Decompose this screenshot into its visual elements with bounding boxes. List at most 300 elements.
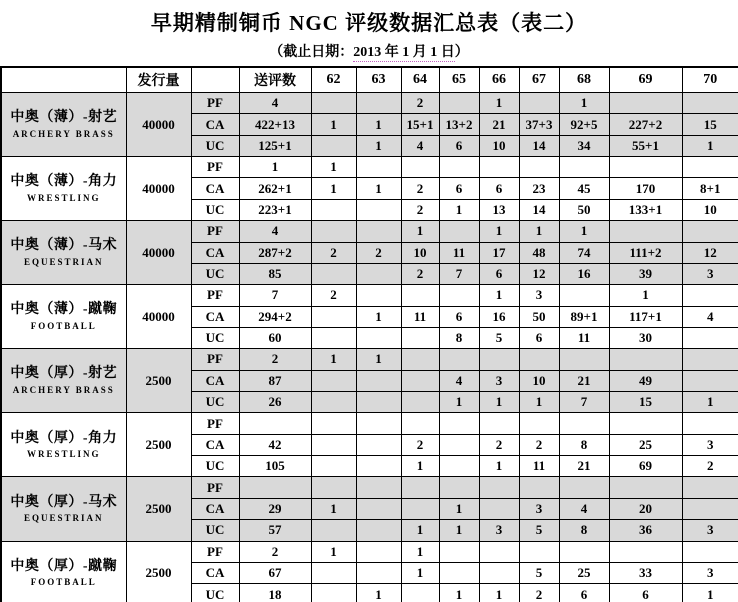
grade-label: UC [191,199,239,220]
grade-count-cell [356,285,401,306]
grade-count-cell: 20 [609,498,682,519]
coin-name-chinese: 中奥（厚）-射艺 [10,366,118,382]
grade-count-cell: 15 [682,114,738,135]
grade-count-cell [311,221,356,242]
grade-count-cell: 1 [356,349,401,370]
grade-count-cell: 1 [401,520,439,541]
grade-count-cell: 36 [609,520,682,541]
grade-count-cell: 1 [311,349,356,370]
grade-count-cell: 4 [559,498,609,519]
grade-count-cell [519,477,559,498]
grade-count-cell [609,477,682,498]
grade-count-cell: 1 [311,541,356,562]
grading-summary-table [0,66,738,602]
grade-count-cell: 8 [559,520,609,541]
table-row [1,541,738,562]
header-row [1,67,738,93]
grade-count-cell: 1 [439,498,479,519]
subtitle-prefix: （截止日期： [269,45,354,60]
grade-count-cell: 2 [401,434,439,455]
grade-count-cell [682,157,738,178]
grade-count-cell: 16 [559,263,609,284]
grade-count-cell: 3 [479,370,519,391]
grade-count-cell: 14 [519,135,559,156]
grade-count-cell [356,413,401,434]
grade-label: CA [191,306,239,327]
grade-count-cell: 1 [356,114,401,135]
grade-count-cell [356,562,401,583]
grade-count-cell [479,541,519,562]
grade-count-cell: 1 [439,520,479,541]
grade-label: PF [191,541,239,562]
grade-count-cell [682,93,738,114]
table-header [1,67,738,93]
coin-name-chinese: 中奥（薄）-射艺 [10,110,118,126]
grade-label: UC [191,327,239,348]
grade-count-cell [356,541,401,562]
coin-name-cell [1,541,126,602]
grade-count-cell [311,199,356,220]
header-name-column [1,67,126,93]
grade-count-cell: 45 [559,178,609,199]
grade-count-cell: 39 [609,263,682,284]
grade-count-cell [311,263,356,284]
grade-count-cell: 1 [479,456,519,477]
grade-count-cell: 23 [519,178,559,199]
header-submitted: 送评数 [239,67,311,93]
submitted-count-cell: 4 [239,93,311,114]
submitted-count-cell: 67 [239,562,311,583]
grade-count-cell: 1 [479,392,519,413]
grade-count-cell [439,434,479,455]
grade-count-cell: 11 [439,242,479,263]
grade-count-cell [356,199,401,220]
grade-count-cell: 2 [519,434,559,455]
grade-label: UC [191,584,239,602]
grade-count-cell: 3 [479,520,519,541]
header-grade-69: 69 [609,67,682,93]
grade-count-cell: 14 [519,199,559,220]
grade-count-cell: 7 [439,263,479,284]
grade-count-cell: 6 [479,263,519,284]
grade-count-cell: 1 [356,306,401,327]
grade-count-cell [519,93,559,114]
grade-count-cell [519,413,559,434]
grade-count-cell: 1 [519,392,559,413]
grade-count-cell [356,520,401,541]
grade-count-cell [609,541,682,562]
grade-count-cell: 6 [559,584,609,602]
grade-count-cell [311,327,356,348]
submitted-count-cell: 105 [239,456,311,477]
grade-count-cell [439,541,479,562]
grade-count-cell: 6 [439,306,479,327]
grade-count-cell: 10 [479,135,519,156]
coin-name-chinese: 中奥（薄）-蹴鞠 [10,302,118,318]
grade-count-cell [356,456,401,477]
submitted-count-cell: 60 [239,327,311,348]
grade-count-cell [311,477,356,498]
grade-count-cell [559,157,609,178]
grade-count-cell: 8 [559,434,609,455]
submitted-count-cell: 422+13 [239,114,311,135]
coin-name-cell [1,285,126,349]
grade-count-cell: 89+1 [559,306,609,327]
grade-label: CA [191,370,239,391]
coin-name-cell [1,413,126,477]
grade-count-cell: 11 [401,306,439,327]
grade-count-cell: 1 [682,584,738,602]
grade-count-cell: 30 [609,327,682,348]
header-grade-68: 68 [559,67,609,93]
grade-count-cell: 49 [609,370,682,391]
grade-count-cell: 37+3 [519,114,559,135]
grade-count-cell: 6 [439,178,479,199]
grade-label: PF [191,93,239,114]
grade-count-cell: 6 [439,135,479,156]
coin-name-chinese: 中奥（厚）-马术 [10,494,118,510]
page-subtitle [0,41,738,61]
grade-count-cell: 34 [559,135,609,156]
grade-count-cell: 227+2 [609,114,682,135]
grade-count-cell [519,541,559,562]
grade-count-cell: 3 [682,263,738,284]
submitted-count-cell: 57 [239,520,311,541]
grade-count-cell [311,434,356,455]
grade-label: CA [191,242,239,263]
grade-count-cell [479,562,519,583]
grade-count-cell: 1 [559,93,609,114]
grade-count-cell [682,349,738,370]
grade-count-cell: 1 [356,178,401,199]
grade-count-cell [311,562,356,583]
grade-count-cell: 4 [401,135,439,156]
grade-count-cell: 12 [682,242,738,263]
grade-label: UC [191,392,239,413]
grade-count-cell: 2 [311,285,356,306]
grade-count-cell: 2 [401,199,439,220]
grade-count-cell [609,221,682,242]
mintage-cell: 40000 [126,221,191,285]
grade-count-cell: 1 [356,584,401,602]
grade-count-cell: 33 [609,562,682,583]
grade-count-cell: 1 [401,456,439,477]
coin-name-english: WRESTLING [26,449,101,460]
grade-count-cell: 1 [401,541,439,562]
grade-count-cell: 10 [519,370,559,391]
grade-count-cell [682,221,738,242]
grade-count-cell [682,413,738,434]
grade-count-cell [682,285,738,306]
grade-count-cell [311,135,356,156]
grade-count-cell: 8 [439,327,479,348]
coin-name-english: EQUESTRIAN [23,513,104,524]
grade-count-cell: 7 [559,392,609,413]
mintage-cell: 2500 [126,541,191,602]
grade-count-cell: 50 [559,199,609,220]
grade-count-cell [401,285,439,306]
grade-count-cell [356,263,401,284]
grade-label: UC [191,456,239,477]
grade-count-cell: 74 [559,242,609,263]
grade-count-cell [311,306,356,327]
table-row [1,413,738,434]
grade-count-cell: 1 [682,392,738,413]
coin-name-english: ARCHERY BRASS [12,384,115,395]
grade-count-cell: 1 [439,199,479,220]
grade-count-cell: 1 [682,135,738,156]
grade-count-cell [559,285,609,306]
grade-count-cell: 4 [439,370,479,391]
grade-count-cell: 1 [311,157,356,178]
coin-name-english: FOOTBALL [30,577,97,588]
grade-label: PF [191,285,239,306]
page-title: 早期精制铜币 NGC 评级数据汇总表（表二） [150,11,588,35]
grade-count-cell [479,477,519,498]
grade-count-cell: 11 [559,327,609,348]
subtitle-date: 2013 年 1 月 1 日 [353,45,455,60]
submitted-count-cell: 85 [239,263,311,284]
grade-count-cell [311,520,356,541]
table-row [1,285,738,306]
grade-count-cell: 1 [559,221,609,242]
grade-label: UC [191,520,239,541]
grade-count-cell: 1 [609,285,682,306]
grade-count-cell: 16 [479,306,519,327]
submitted-count-cell: 262+1 [239,178,311,199]
coin-name-cell [1,221,126,285]
grade-count-cell: 17 [479,242,519,263]
coin-name-cell [1,93,126,157]
mintage-cell: 2500 [126,349,191,413]
grade-count-cell: 15+1 [401,114,439,135]
grade-label: CA [191,434,239,455]
header-grade-65: 65 [439,67,479,93]
grade-label: CA [191,178,239,199]
table-row [1,349,738,370]
grade-count-cell: 2 [356,242,401,263]
grade-count-cell [682,477,738,498]
grade-count-cell: 1 [479,221,519,242]
grade-count-cell: 1 [479,584,519,602]
submitted-count-cell: 125+1 [239,135,311,156]
grade-count-cell [311,413,356,434]
subtitle-suffix: ） [454,45,469,60]
header-grade-63: 63 [356,67,401,93]
grade-count-cell [439,349,479,370]
submitted-count-cell: 223+1 [239,199,311,220]
grade-count-cell [439,285,479,306]
grade-count-cell: 5 [519,562,559,583]
grade-count-cell [311,456,356,477]
grade-label: PF [191,221,239,242]
grade-count-cell: 8+1 [682,178,738,199]
coin-name-cell [1,157,126,221]
grade-count-cell [356,370,401,391]
grade-count-cell [401,413,439,434]
submitted-count-cell: 42 [239,434,311,455]
grade-count-cell: 3 [682,434,738,455]
grade-count-cell: 2 [479,434,519,455]
grade-count-cell: 1 [479,93,519,114]
grade-count-cell: 2 [401,178,439,199]
header-grade-column [191,67,239,93]
grade-count-cell: 1 [311,114,356,135]
grade-count-cell: 1 [479,285,519,306]
coin-name-english: FOOTBALL [30,320,97,331]
mintage-cell: 2500 [126,477,191,541]
grade-label: UC [191,135,239,156]
grade-count-cell: 3 [682,520,738,541]
grade-count-cell: 50 [519,306,559,327]
submitted-count-cell: 26 [239,392,311,413]
header-mintage: 发行量 [126,67,191,93]
grade-count-cell: 21 [559,456,609,477]
grade-count-cell: 12 [519,263,559,284]
submitted-count-cell: 294+2 [239,306,311,327]
grade-count-cell [479,157,519,178]
grade-count-cell [559,349,609,370]
grade-label: PF [191,413,239,434]
grade-count-cell [559,477,609,498]
table-row [1,477,738,498]
header-grade-64: 64 [401,67,439,93]
grade-count-cell: 13+2 [439,114,479,135]
grade-count-cell [356,327,401,348]
grade-count-cell [609,157,682,178]
grade-count-cell: 10 [401,242,439,263]
grade-count-cell: 3 [682,562,738,583]
grade-count-cell [356,221,401,242]
grade-count-cell [401,498,439,519]
grade-count-cell: 2 [401,93,439,114]
grade-count-cell [401,327,439,348]
grade-count-cell: 117+1 [609,306,682,327]
grade-count-cell: 15 [609,392,682,413]
grade-count-cell: 1 [311,178,356,199]
grade-count-cell [609,349,682,370]
grade-count-cell: 170 [609,178,682,199]
grade-count-cell [439,477,479,498]
grade-count-cell [609,413,682,434]
submitted-count-cell [239,477,311,498]
grade-count-cell: 3 [519,498,559,519]
grade-count-cell: 1 [439,584,479,602]
grade-count-cell: 133+1 [609,199,682,220]
grade-count-cell [401,349,439,370]
grade-count-cell: 5 [479,327,519,348]
grade-label: CA [191,562,239,583]
grade-count-cell: 6 [519,327,559,348]
table-row [1,157,738,178]
submitted-count-cell: 7 [239,285,311,306]
grade-count-cell: 6 [479,178,519,199]
grade-count-cell: 2 [682,456,738,477]
submitted-count-cell: 2 [239,349,311,370]
header-grade-66: 66 [479,67,519,93]
grade-count-cell [439,456,479,477]
table-row [1,221,738,242]
grade-count-cell [682,541,738,562]
grade-count-cell: 1 [401,562,439,583]
grade-count-cell [356,93,401,114]
grade-count-cell [401,584,439,602]
grade-count-cell [682,498,738,519]
grade-count-cell [401,477,439,498]
grade-count-cell [401,392,439,413]
grade-count-cell [356,498,401,519]
grade-count-cell [682,370,738,391]
submitted-count-cell: 1 [239,157,311,178]
grade-count-cell [682,327,738,348]
grade-count-cell [356,392,401,413]
mintage-cell: 40000 [126,285,191,349]
grade-count-cell [519,349,559,370]
grade-count-cell [356,157,401,178]
coin-name-chinese: 中奥（厚）-角力 [10,430,118,446]
grade-count-cell: 1 [439,392,479,413]
submitted-count-cell: 87 [239,370,311,391]
grade-count-cell: 92+5 [559,114,609,135]
mintage-cell: 40000 [126,93,191,157]
grade-count-cell: 2 [519,584,559,602]
grade-label: CA [191,498,239,519]
coin-name-english: EQUESTRIAN [23,256,104,267]
mintage-cell: 40000 [126,157,191,221]
grade-count-cell [311,392,356,413]
grade-count-cell [311,584,356,602]
grade-count-cell: 69 [609,456,682,477]
grade-count-cell [559,541,609,562]
submitted-count-cell: 287+2 [239,242,311,263]
submitted-count-cell: 2 [239,541,311,562]
grade-count-cell: 2 [401,263,439,284]
grade-count-cell [439,157,479,178]
grade-count-cell: 5 [519,520,559,541]
grade-count-cell: 1 [311,498,356,519]
grade-count-cell: 111+2 [609,242,682,263]
table-body [1,93,738,602]
table-row [1,93,738,114]
grade-count-cell [401,370,439,391]
coin-name-english: ARCHERY BRASS [12,128,115,139]
grade-count-cell [439,413,479,434]
grade-count-cell [609,93,682,114]
grade-count-cell: 1 [356,135,401,156]
grade-count-cell [519,157,559,178]
grade-count-cell: 48 [519,242,559,263]
coin-name-english: WRESTLING [26,192,101,203]
submitted-count-cell: 4 [239,221,311,242]
grade-count-cell: 21 [559,370,609,391]
grade-count-cell [479,349,519,370]
grade-count-cell: 3 [519,285,559,306]
grade-count-cell [559,413,609,434]
grade-label: PF [191,477,239,498]
grade-count-cell [356,434,401,455]
grade-label: CA [191,114,239,135]
coin-name-cell [1,349,126,413]
grade-count-cell [311,93,356,114]
grade-count-cell: 55+1 [609,135,682,156]
coin-name-chinese: 中奥（薄）-角力 [10,174,118,190]
grade-count-cell: 21 [479,114,519,135]
grade-count-cell: 1 [519,221,559,242]
mintage-cell: 2500 [126,413,191,477]
grade-count-cell: 11 [519,456,559,477]
grade-count-cell: 13 [479,199,519,220]
submitted-count-cell: 18 [239,584,311,602]
